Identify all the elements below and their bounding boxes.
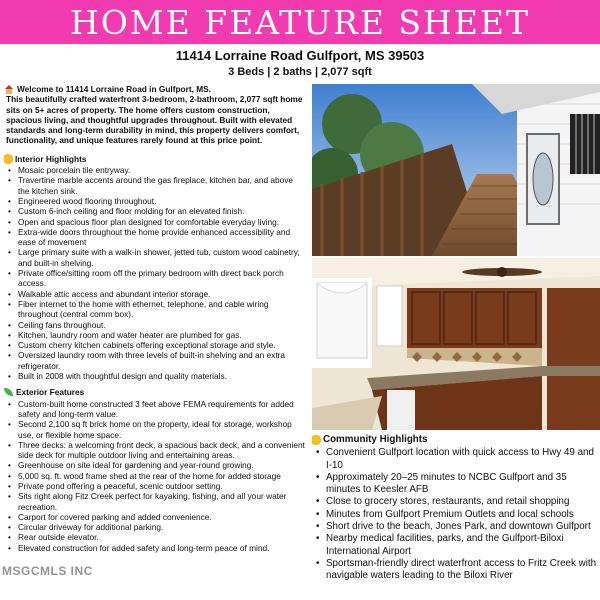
list-item: • Private pond offering a peaceful, scenic outdoor setting. [4,481,306,491]
leaf-icon [4,388,13,396]
list-item: • Ceiling fans throughout. [4,320,306,330]
list-item: • 5,000 sq. ft. wood frame shed at the rear of the home for added storage [4,471,306,481]
list-item: • Three decks: a welcoming front deck, a spacious back deck, and a convenient side deck for multiple outdoor living and entertaining areas. [4,440,306,461]
deck-photo-illustration [312,84,600,256]
community-heading [312,434,600,446]
community-section [312,434,600,600]
page-title: HOME FEATURE SHEET [69,2,531,42]
list-item: • Circular driveway for additional parking. [4,522,306,532]
intro-section [4,84,306,146]
intro-heading [4,84,306,94]
list-item: • Sportsman-friendly direct waterfront access to Fritz Creek with navigable waters leading to the Biloxi River [312,558,600,583]
interior-heading [4,154,306,164]
list-item: • Built in 2008 with thoughtful design and quality materials. [4,371,306,381]
feature-column [4,84,306,600]
watermark: MSGCMLS INC [2,564,93,578]
list-item: • Sits right along Fitz Creek perfect for kayaking, fishing, and all your water recreation. [4,491,306,512]
exterior-heading [4,387,306,397]
list-item: • Walkable attic access and abundant interior storage. [4,289,306,299]
list-item: • Custom-built home constructed 3 feet above FEMA requirements for added safety and long-term value. [4,399,306,420]
list-item: • Second 2,100 sq ft brick home on the property, ideal for storage, workshop use, or flexible home space. [4,419,306,440]
list-item: • Oversized laundry room with three levels of built-in shelving and an extra refrigerator. [4,350,306,371]
list-item: • Open and spacious floor plan designed for comfortable everyday living. [4,217,306,227]
house-icon [4,85,14,94]
list-item: • Rear outside elevator. [4,532,306,542]
community-list [312,447,600,582]
kitchen-photo-illustration [312,258,600,430]
list-item: • Mosaic porcelain tile entryway. [4,165,306,175]
list-item: • Short drive to the beach, Jones Park, and downtown Gulfport [312,521,600,533]
title-banner [0,0,600,44]
property-specs: 3 Beds | 2 baths | 2,077 sqft [228,66,372,78]
intro-heading-text: Welcome to 11414 Lorraine Road in Gulfport, MS. [17,84,211,94]
list-item: • Private office/sitting room off the primary bedroom with direct back porch access. [4,268,306,289]
kitchen-photo [312,258,600,430]
list-item: • Approximately 20–25 minutes to NCBC Gulfport and 35 minutes to Keesler AFB [312,472,600,497]
list-item: • Extra-wide doors throughout the home provide enhanced accessibility and ease of movement [4,227,306,248]
exterior-heading-text: Exterior Features [16,387,85,398]
list-item: • Convenient Gulfport location with quick access to Hwy 49 and I-10 [312,447,600,472]
list-item: • Custom cherry kitchen cabinets offering exceptional storage and style. [4,340,306,350]
list-item: • Nearby medical facilities, parks, and the Gulfport-Biloxi International Airport [312,533,600,558]
sun-icon [4,155,12,163]
property-address: 11414 Lorraine Road Gulfport, MS 39503 [175,48,425,63]
community-heading-text: Community Highlights [323,434,428,445]
list-item: • Travertine marble accents around the gas fireplace, kitchen bar, and above the kitchen sink. [4,175,306,196]
list-item: • Carport for covered parking and added convenience. [4,512,306,522]
sun-icon [312,436,320,444]
interior-list [4,165,306,381]
list-item: • Engineered wood flooring throughout. [4,196,306,206]
list-item: • Minutes from Gulfport Premium Outlets and local schools [312,509,600,521]
list-item: • Custom 6-inch ceiling and floor molding for an elevated finish. [4,206,306,216]
list-item: • Close to grocery stores, restaurants, and retail shopping [312,496,600,508]
intro-body: This beautifully crafted waterfront 3-bedroom, 2-bathroom, 2,077 sqft home sits on 5+ acres of property. The home offers custom construction, spacious living, and thoughtful upgrades throughout. Built with elevated standards and long-term durability in mind, this property delivers comfort, functionality, and unique features rarely found at this price point. [6,94,303,146]
list-item: • Fiber internet to the home with ethernet, telephone, and cable wiring throughout (central comm box). [4,299,306,320]
list-item: • Greenhouse on site ideal for gardening and year-round growing. [4,460,306,470]
exterior-list [4,399,306,553]
list-item: • Large primary suite with a walk-in shower, jetted tub, custom wood cabinetry, and built-in shelving. [4,247,306,268]
list-item: • Elevated construction for added safety and long-term peace of mind. [4,543,306,553]
interior-heading-text: Interior Highlights [15,153,87,164]
deck-photo [312,84,600,256]
list-item: • Kitchen, laundry room and water heater are plumbed for gas. [4,330,306,340]
